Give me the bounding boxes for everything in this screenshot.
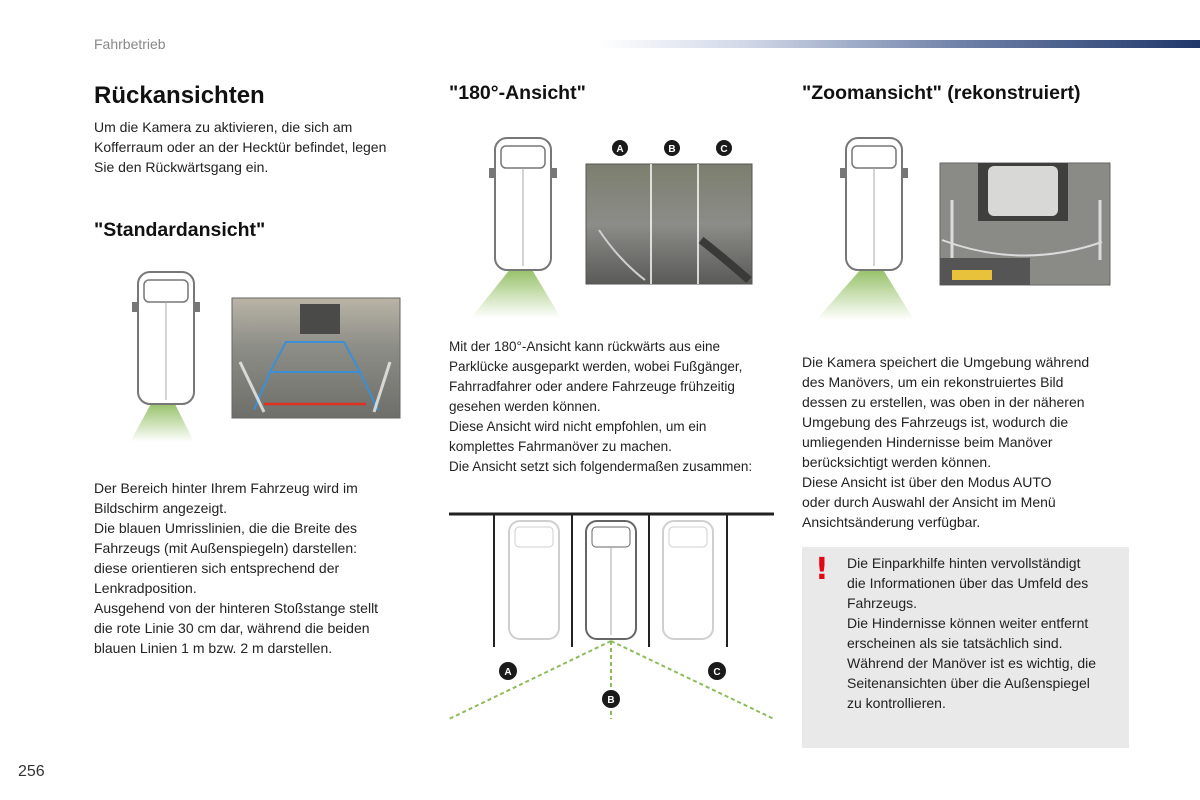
reversing-van-icon [586,521,636,639]
camera-cone [816,268,914,320]
marker-b-icon [664,140,680,156]
svg-text:A: A [616,144,624,155]
camera-screen-panoramic [586,164,752,284]
180-view-heading: "180°-Ansicht" [449,82,586,104]
svg-text:B: B [607,695,615,706]
page-number: 256 [18,763,45,780]
marker-a-icon [499,662,517,680]
warning-text: Die Einparkhilfe hinten vervollständigt die Informationen über das Umfeld des Fahrzeugs. Die Hindernisse können weiter entfernt erscheinen als sie tatsächlich sind. Während der Manöver ist es wichtig, die Seitenansichten über die Außenspiegel zu kontrollieren. [847,555,1096,711]
van-top-view-icon [489,138,557,270]
marker-a-icon [612,140,628,156]
standard-view-heading: "Standardansicht" [94,219,266,241]
180-view-illustration [449,130,769,325]
svg-text:C: C [713,667,721,678]
exclamation-icon: ! [815,552,829,587]
svg-text:A: A [504,667,512,678]
svg-text:C: C [720,144,728,155]
zoom-view-heading: "Zoomansicht" (rekonstruiert) [802,82,1081,104]
standard-view-text: Der Bereich hinter Ihrem Fahrzeug wird im Bildschirm angezeigt. Die blauen Umrisslinien, die die Breite des Fahrzeugs (mit Außenspiegeln) darstellen: diese orientieren sich entsprechend der Lenkradposition. Ausgehend von der hinteren Stoßstange stellt die rote Linie 30 cm dar, während die beiden blauen Linien 1 m bzw. 2 m darstellen. [94,480,379,656]
zoom-view-illustration [802,130,1122,325]
parked-van-icon [663,521,713,639]
parked-van-icon [509,521,559,639]
camera-cone [471,268,561,318]
header-accent-bar [600,40,1200,48]
marker-b-icon [602,690,620,708]
van-top-view-icon [132,272,200,404]
intro-text: Um die Kamera zu aktivieren, die sich am Kofferraum oder an der Hecktür befindet, legen Sie den Rückwärtsgang ein. [94,119,387,175]
camera-cone [130,402,194,442]
camera-screen-zoom [940,163,1110,285]
camera-screen [232,298,400,418]
standard-view-illustration [94,262,414,452]
section-label: Fahrbetrieb [94,36,166,52]
van-top-view-icon [840,138,908,270]
page-title: Rückansichten [94,82,265,109]
zoom-view-text: Die Kamera speichert die Umgebung während des Manövers, um ein rekonstruiertes Bild dessen zu erstellen, was oben in der näheren Umgebung des Fahrzeugs ist, wodurch die umliegenden Hindernisse beim Manöver berücksichtigt werden können. Diese Ansicht ist über den Modus AUTO oder durch Auswahl der Ansicht im Menü Ansichtsänderung verfügbar. [802,354,1090,530]
marker-c-icon [716,140,732,156]
180-view-text: Mit der 180°-Ansicht kann rückwärts aus eine Parklücke ausgeparkt werden, wobei Fußgänger, Fahrradfahrer oder andere Fahrzeuge frühzeitig gesehen werden können. Diese Ansicht wird nicht empfohlen, um ein komplettes Fahrmanöver zu machen. Die Ansicht setzt sich folgendermaßen zusammen: [449,339,753,474]
parking-diagram [449,507,774,725]
svg-text:B: B [668,144,676,155]
marker-c-icon [708,662,726,680]
